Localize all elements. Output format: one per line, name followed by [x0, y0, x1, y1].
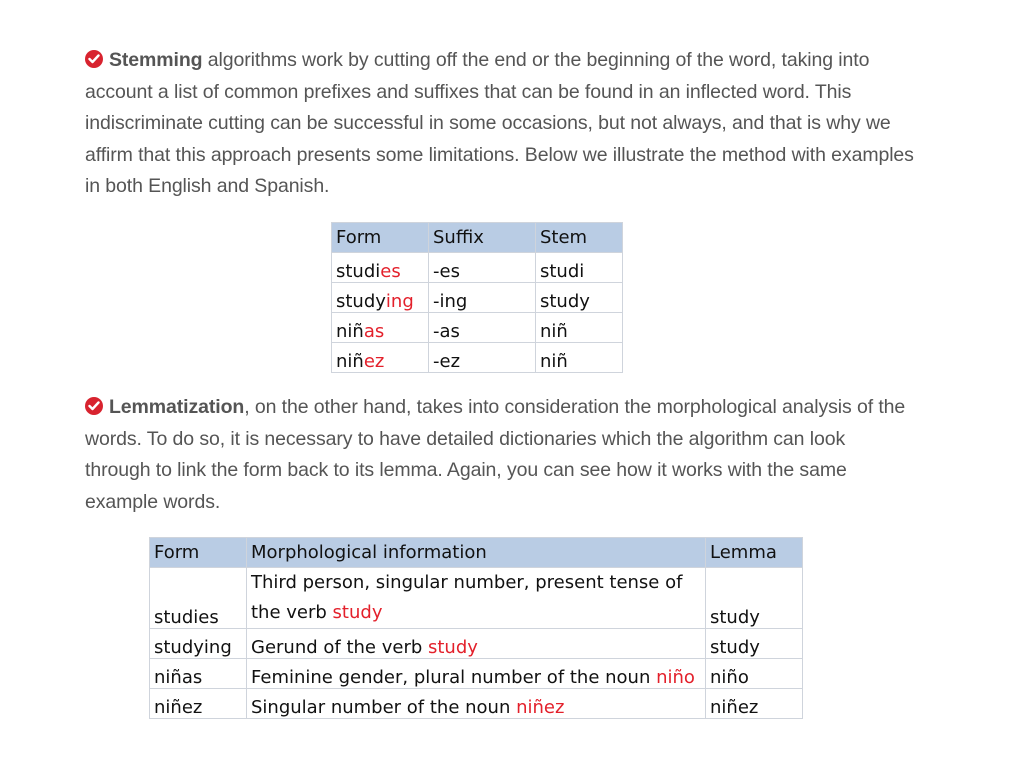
highlighted-suffix: as [363, 321, 385, 342]
stemming-text: algorithms work by cutting off the end or the beginning of the word, taking into account a list of common prefixes and suffixes that can be found in an inflected word. This indiscriminate cutting can be successful in some occasions, but not always, and that is why we affirm that this approach presents some limitations. Below we illustrate the method with examples in both English and Spanish. [85, 49, 914, 197]
table-row [332, 313, 623, 343]
stemming-table [331, 222, 623, 373]
suffix-cell: -ing [429, 283, 536, 313]
morphological-info-cell: Singular number of the noun niñez [247, 689, 706, 719]
column-header-form: Form [332, 223, 429, 253]
column-header-lemma: Lemma [706, 538, 803, 568]
lemma-cell: study [706, 629, 803, 659]
highlighted-word: niño [656, 667, 695, 688]
suffix-cell: -es [429, 253, 536, 283]
lemmatization-text: , on the other hand, takes into consideration the morphological analysis of the words. To do so, it is necessary to have detailed dictionaries which the algorithm can look through to link the form back to its lemma. Again, you can see how it works with the same example words. [85, 396, 906, 513]
highlighted-suffix: es [380, 261, 401, 282]
check-circle-icon [85, 397, 103, 415]
form-cell: studying [332, 283, 429, 313]
highlighted-word: study [428, 637, 478, 658]
table-header-row [150, 538, 803, 568]
form-cell: studying [150, 629, 247, 659]
lemma-cell: study [706, 568, 803, 629]
check-circle-icon [85, 50, 103, 68]
stem-cell: studi [536, 253, 623, 283]
highlighted-suffix: ing [385, 291, 414, 312]
form-cell: studies [332, 253, 429, 283]
table-row [332, 283, 623, 313]
morphological-info-cell: Gerund of the verb study [247, 629, 706, 659]
form-cell: studies [150, 568, 247, 629]
suffix-cell: -ez [429, 343, 536, 373]
highlighted-word: niñez [516, 697, 565, 718]
stem-cell: niñ [536, 313, 623, 343]
lemmatization-paragraph [85, 392, 915, 518]
stem-cell: niñ [536, 343, 623, 373]
stem-cell: study [536, 283, 623, 313]
table-row [332, 343, 623, 373]
lemmatization-table [149, 537, 803, 719]
morphological-info-cell: Feminine gender, plural number of the noun niño [247, 659, 706, 689]
form-cell: niñas [150, 659, 247, 689]
lemmatization-term: Lemmatization [109, 396, 245, 418]
table-row [332, 253, 623, 283]
form-cell: niñas [332, 313, 429, 343]
column-header-suffix: Suffix [429, 223, 536, 253]
highlighted-suffix: ez [363, 351, 385, 372]
table-row [150, 689, 803, 719]
table-header-row [332, 223, 623, 253]
column-header-form: Form [150, 538, 247, 568]
lemma-cell: niñez [706, 689, 803, 719]
highlighted-word: study [332, 602, 383, 623]
table-row [150, 629, 803, 659]
morphological-info-cell: Third person, singular number, present tense of the verb study [247, 568, 706, 629]
form-cell: niñez [150, 689, 247, 719]
suffix-cell: -as [429, 313, 536, 343]
form-cell: niñez [332, 343, 429, 373]
stemming-paragraph [85, 45, 915, 203]
stemming-term: Stemming [109, 49, 203, 71]
table-row [150, 568, 803, 629]
column-header-morphological-information: Morphological information [247, 538, 706, 568]
lemma-cell: niño [706, 659, 803, 689]
column-header-stem: Stem [536, 223, 623, 253]
table-row [150, 659, 803, 689]
